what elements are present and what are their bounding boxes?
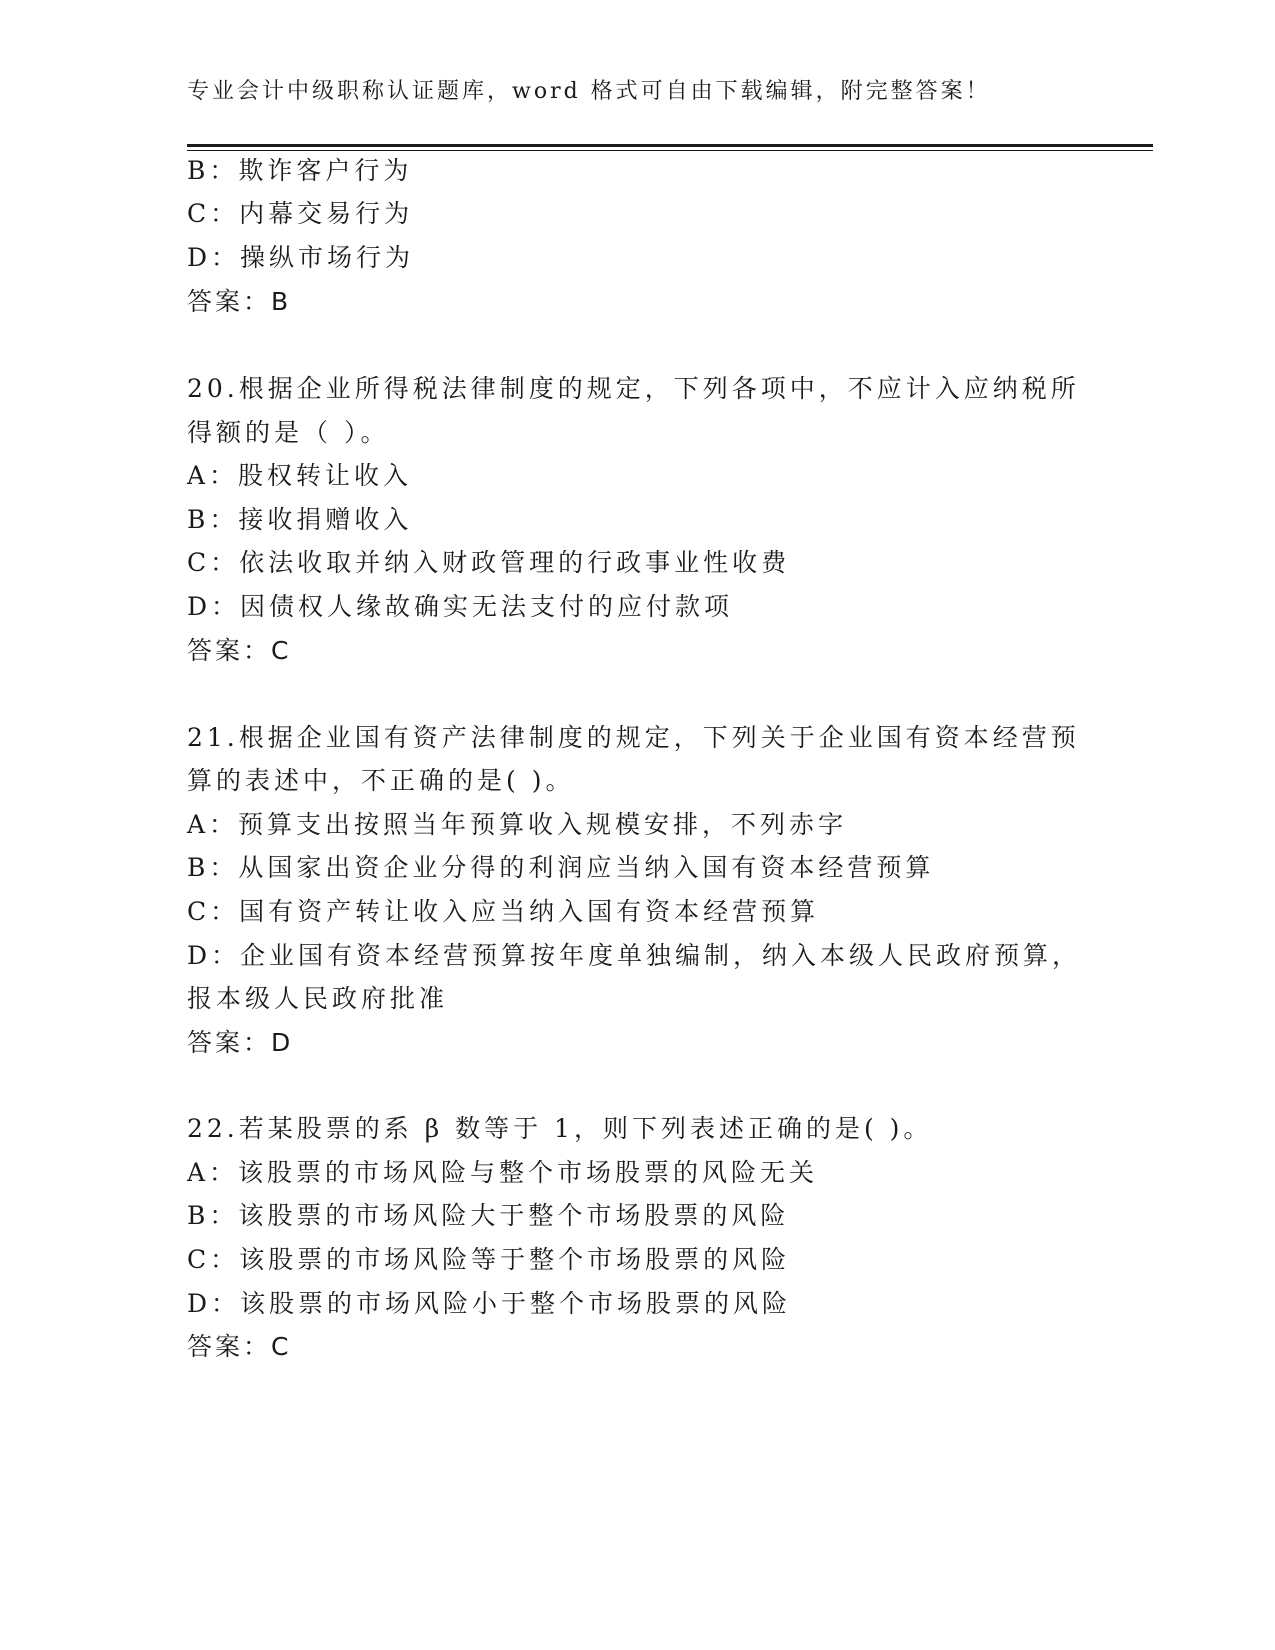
- q20-option-b: B：接收捐赠收入: [187, 505, 413, 534]
- prev-option-c: C：内幕交易行为: [187, 199, 414, 228]
- q20-option-a: A：股权转让收入: [187, 461, 413, 490]
- page-header: 专业会计中级职称认证题库，word 格式可自由下载编辑，附完整答案！: [187, 79, 991, 104]
- q21-answer: 答案：D: [187, 1028, 294, 1057]
- q20-stem-line-1: 20.根据企业所得税法律制度的规定，下列各项中，不应计入应纳税所: [187, 374, 1080, 403]
- q20-stem-line-2: 得额的是（ ）。: [187, 418, 390, 447]
- prev-option-d: D：操纵市场行为: [187, 243, 415, 272]
- q22-answer: 答案：C: [187, 1332, 292, 1361]
- prev-answer: 答案：B: [187, 287, 292, 316]
- q22-option-b: B：该股票的市场风险大于整个市场股票的风险: [187, 1201, 790, 1230]
- q21-option-c: C：国有资产转让收入应当纳入国有资本经营预算: [187, 897, 820, 926]
- q21-option-d-line-1: D：企业国有资本经营预算按年度单独编制，纳入本级人民政府预算，: [187, 941, 1082, 970]
- q22-option-d: D：该股票的市场风险小于整个市场股票的风险: [187, 1289, 792, 1318]
- q22-stem-line-1: 22.若某股票的系 β 数等于 1，则下列表述正确的是( )。: [187, 1114, 933, 1143]
- q21-stem-line-1: 21.根据企业国有资产法律制度的规定，下列关于企业国有资本经营预: [187, 723, 1080, 752]
- q20-option-d: D：因债权人缘故确实无法支付的应付款项: [187, 592, 734, 621]
- q21-option-b: B：从国家出资企业分得的利润应当纳入国有资本经营预算: [187, 853, 935, 882]
- q22-option-c: C：该股票的市场风险等于整个市场股票的风险: [187, 1245, 791, 1274]
- q20-option-c: C：依法收取并纳入财政管理的行政事业性收费: [187, 548, 791, 577]
- header-rule-thick: [187, 144, 1153, 147]
- header-rule-thin: [187, 150, 1153, 151]
- q22-option-a: A：该股票的市场风险与整个市场股票的风险无关: [187, 1158, 819, 1187]
- q20-answer: 答案：C: [187, 636, 292, 665]
- q21-option-a: A：预算支出按照当年预算收入规模安排，不列赤字: [187, 810, 848, 839]
- prev-option-b: B：欺诈客户行为: [187, 156, 413, 185]
- q21-option-d-line-2: 报本级人民政府批准: [187, 984, 449, 1013]
- q21-stem-line-2: 算的表述中，不正确的是( )。: [187, 766, 575, 795]
